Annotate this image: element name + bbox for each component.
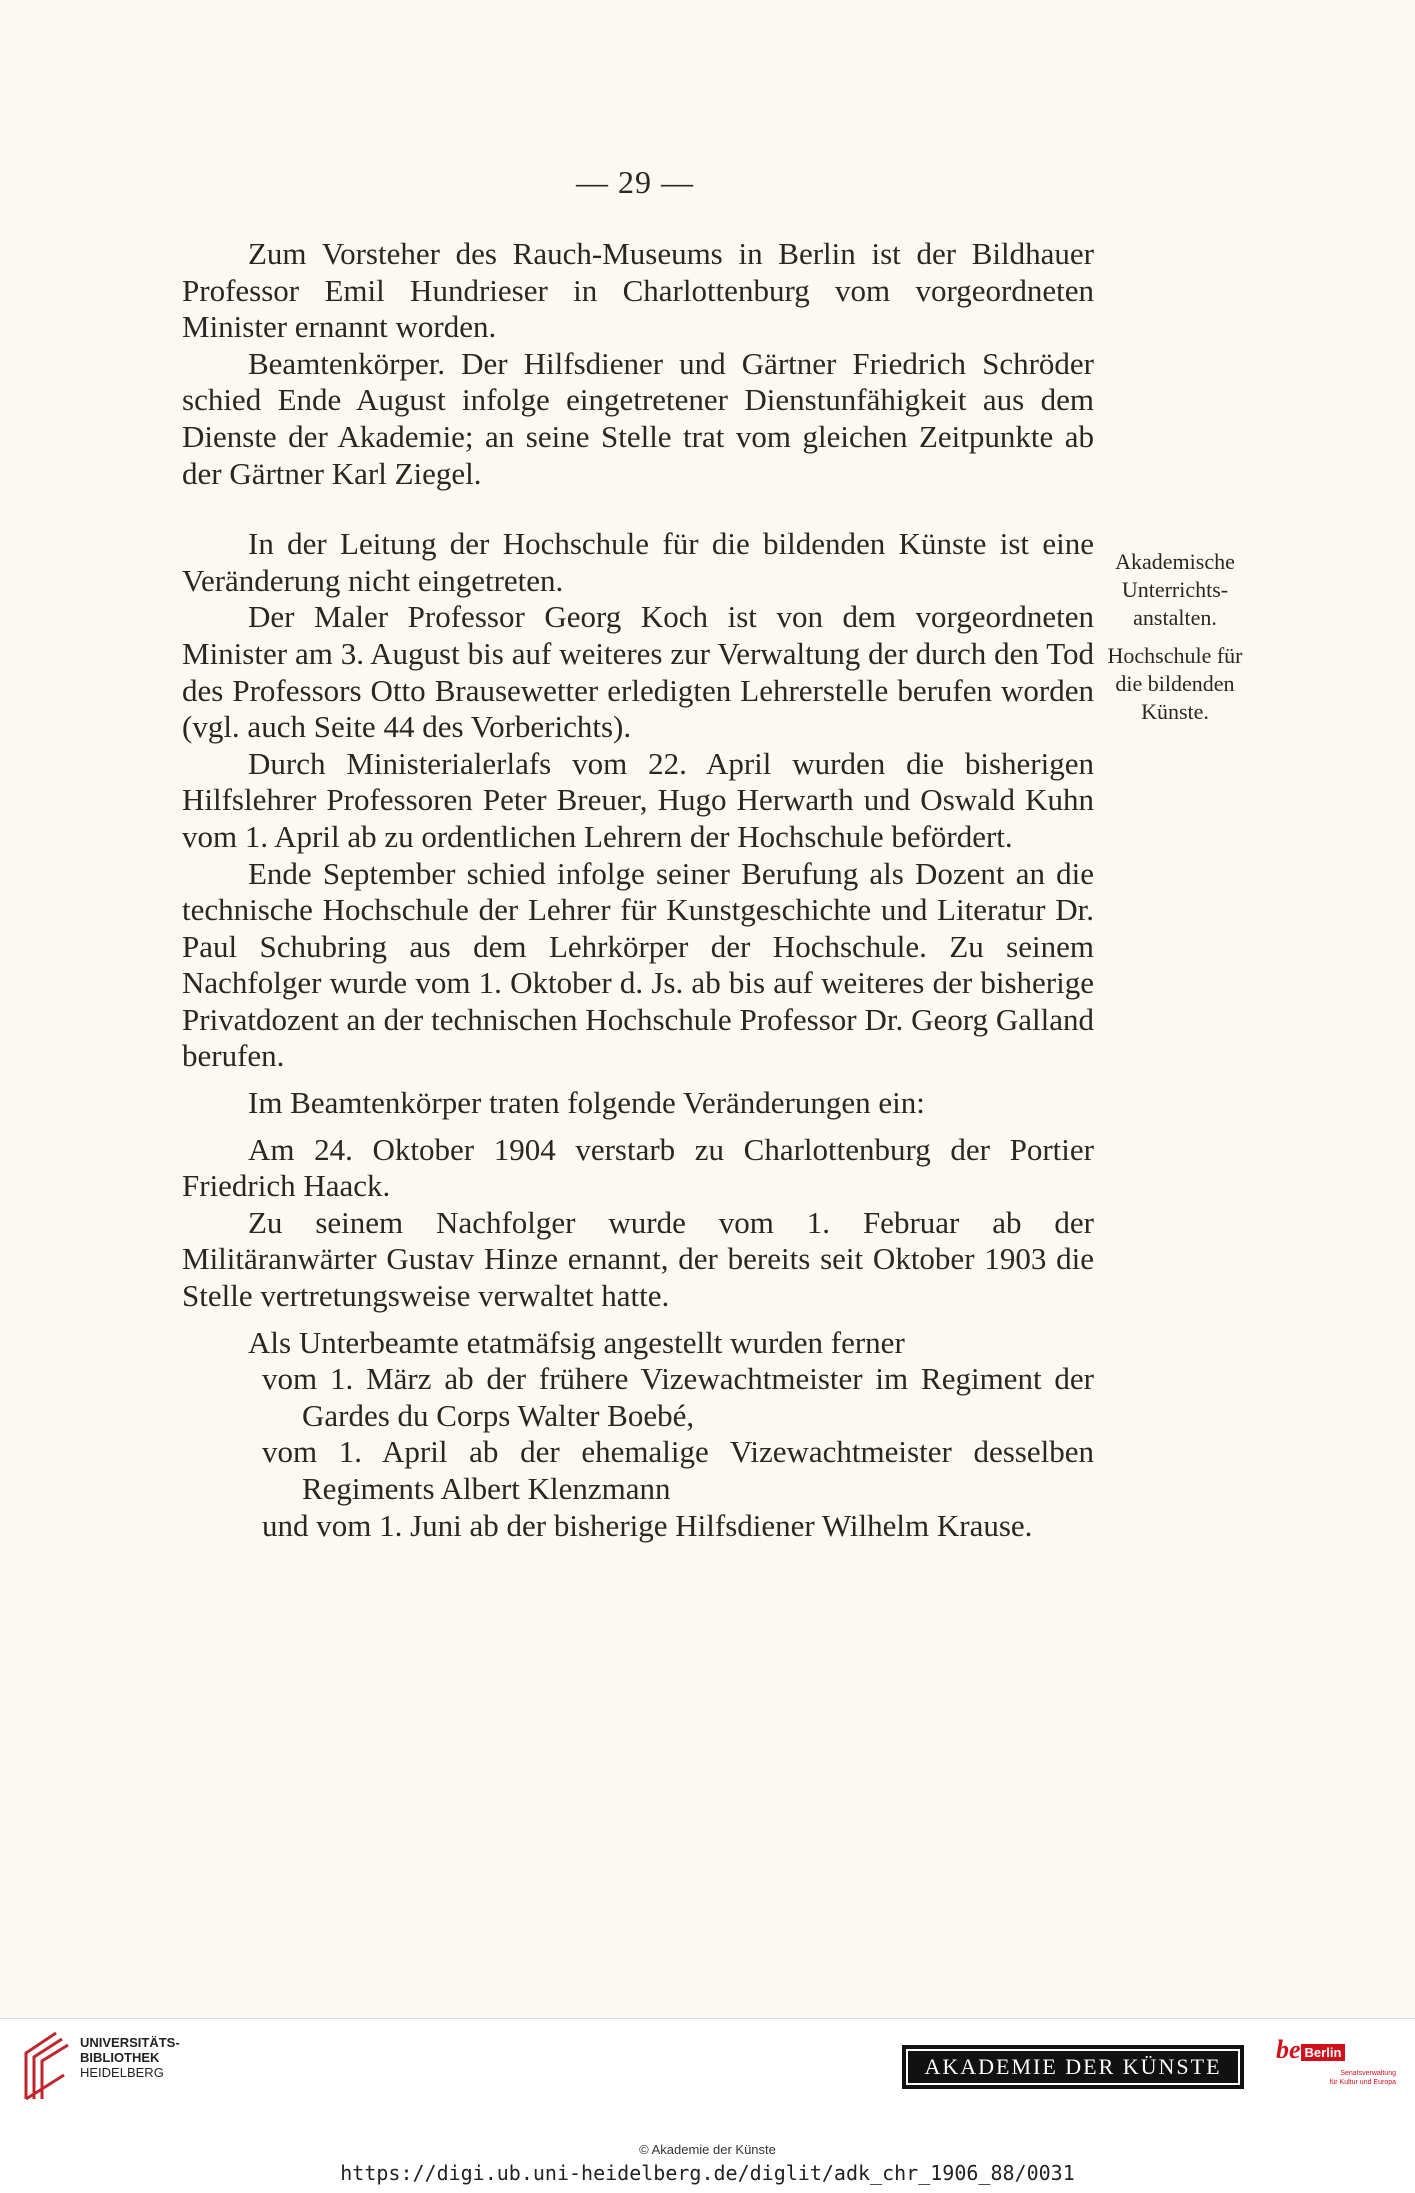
paragraph-leitung: In der Leitung der Hochschule für die bildenden Künste ist eine Veränderung nicht eingetreten. xyxy=(182,526,1094,598)
paragraph-ministerialerlass: Durch Ministerialerlafs vom 22. April wurden die bisherigen Hilfslehrer Professoren Peter Breuer, Hugo Herwarth und Oswald Kuhn vom 1. April ab zu ordentlichen Lehrern der Hochschule befördert. xyxy=(182,745,1094,854)
list-item-klenzmann: vom 1. April ab der ehemalige Vizewachtmeister desselben Regiments Albert Klenzmann xyxy=(262,1434,1094,1506)
margin-notes xyxy=(1100,548,1250,726)
paragraph-unterbeamte: Als Unterbeamte etatmäfsig angestellt wurden ferner xyxy=(248,1324,905,1360)
paragraph-rauch-museum: Zum Vorsteher des Rauch-Museums in Berlin ist der Bildhauer Professor Emil Hundrieser in Charlottenburg vom vorgeordneten Minister ernannt worden. xyxy=(182,236,1094,345)
berlin-logo-box: Berlin xyxy=(1301,2044,1346,2061)
viewer-footer xyxy=(0,2018,1415,2193)
list-item-boebe: vom 1. März ab der frühere Vizewachtmeister im Regiment der Gardes du Corps Walter Boebé, xyxy=(262,1361,1094,1433)
paragraph-georg-koch: Der Maler Professor Georg Koch ist von dem vorgeordneten Minister am 3. August bis auf weiteres zur Verwaltung der durch den Tod des Professors Otto Brausewetter erledigten Lehrerstelle berufen worden (vgl. auch Seite 44 des Vorberichts). xyxy=(182,599,1094,745)
ub-heidelberg-logo-icon[interactable] xyxy=(16,2029,72,2101)
list-item-krause: und vom 1. Juni ab der bisherige Hilfsdiener Wilhelm Krause. xyxy=(262,1507,1033,1543)
margin-note-hochschule: Hochschule für die bildenden Künste. xyxy=(1107,643,1243,724)
paragraph-beamtenkoerper: Beamtenkörper. Der Hilfsdiener und Gärtner Friedrich Schröder schied Ende August infolge eingetretener Dienstunfähigkeit aus dem Dienste der Akademie; an seine Stelle trat vom gleichen Zeitpunkte ab der Gärtner Karl Ziegel. xyxy=(182,345,1094,491)
main-text xyxy=(182,236,1094,1544)
ub-heidelberg-label[interactable]: UNIVERSITÄTS- BIBLIOTHEK HEIDELBERG xyxy=(80,2035,180,2080)
paragraph-haack: Am 24. Oktober 1904 verstarb zu Charlottenburg der Portier Friedrich Haack. xyxy=(182,1131,1094,1204)
berlin-logo-prefix: be xyxy=(1276,2035,1301,2064)
paragraph-schubring: Ende September schied infolge seiner Berufung als Dozent an die technische Hochschule der Lehrer für Kunstgeschichte und Literatur Dr. Paul Schubring aus dem Lehrkörper der Hochschule. Zu seinem Nachfolger wurde vom 1. Oktober d. Js. ab bis auf weiteres der bisherige Privatdozent an der technischen Hochschule Professor Dr. Georg Galland berufen. xyxy=(182,855,1094,1074)
paragraph-hinze: Zu seinem Nachfolger wurde vom 1. Februar ab der Militäranwärter Gustav Hinze ernannt, der bereits seit Oktober 1903 die Stelle vertretungsweise verwaltet hatte. xyxy=(182,1204,1094,1314)
paragraph-veraenderungen: Im Beamtenkörper traten folgende Veränderungen ein: xyxy=(248,1085,925,1121)
berlin-sub-line2: für Kultur und Europa xyxy=(1329,2079,1396,2086)
margin-note-akademische: Akademische Unterrichts-anstalten. xyxy=(1115,549,1235,630)
berlin-sub-line1: Senatsverwaltung xyxy=(1340,2070,1396,2077)
page-number: — 29 — xyxy=(576,164,694,200)
akademie-badge-label: AKADEMIE DER KÜNSTE xyxy=(906,2049,1239,2085)
copyright-text: © Akademie der Künste xyxy=(639,2142,776,2157)
akademie-der-kuenste-badge[interactable] xyxy=(902,2045,1244,2089)
berlin-senatsverwaltung-logo[interactable] xyxy=(1276,2035,1396,2105)
permalink-url[interactable]: https://digi.ub.uni-heidelberg.de/diglit/adk_chr_1906_88/0031 xyxy=(340,2161,1075,2185)
